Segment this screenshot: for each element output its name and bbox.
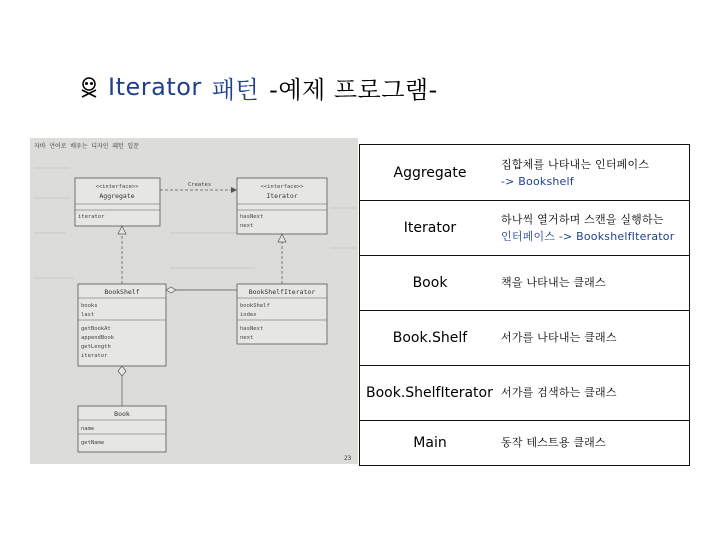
svg-text:index: index	[240, 312, 257, 318]
uml-bookshelf-box	[78, 284, 166, 366]
svg-text:BookShelf: BookShelf	[104, 288, 140, 296]
slide-title	[78, 70, 438, 104]
table-row	[360, 365, 689, 421]
uml-bookshelfiterator-box	[237, 284, 327, 344]
class-name-cell: Aggregate	[393, 164, 467, 181]
svg-text:hasNext: hasNext	[240, 214, 264, 220]
title-keyword: Iterator	[108, 73, 202, 101]
svg-text:<<interface>>: <<interface>>	[95, 184, 139, 190]
class-name-cell: Book	[412, 274, 448, 291]
scan-header-caption: 자바 언어로 배우는 디자인 패턴 입문	[34, 143, 140, 150]
table-row	[360, 255, 689, 311]
svg-text:hasNext: hasNext	[240, 326, 264, 332]
svg-text:getBookAt: getBookAt	[81, 326, 111, 332]
scan-page-number: 23	[344, 455, 352, 462]
class-desc-cell: 책을 나타내는 클래스	[501, 276, 606, 289]
uml-book-box	[78, 406, 166, 452]
svg-text:name: name	[81, 426, 95, 432]
svg-text:next: next	[240, 335, 254, 341]
svg-text:getName: getName	[81, 440, 105, 446]
svg-text:appendBook: appendBook	[81, 335, 115, 341]
svg-text:Aggregate: Aggregate	[99, 192, 135, 200]
class-desc-cell: 집합체를 나타내는 인터페이스 -> Bookshelf	[501, 157, 650, 188]
class-description-table	[359, 144, 690, 466]
class-desc-cell: 하나씩 열거하며 스캔을 실행하는 인터페이스 -> BookshelfIterator	[501, 212, 675, 243]
table-row	[360, 145, 689, 201]
svg-text:BookShelfIterator: BookShelfIterator	[248, 288, 316, 296]
svg-text:getLength: getLength	[81, 344, 111, 350]
class-name-cell: Main	[413, 434, 447, 451]
svg-text:Iterator: Iterator	[266, 192, 298, 200]
scanned-class-diagram	[30, 138, 358, 464]
class-desc-cell: 서가를 검색하는 클래스	[501, 386, 617, 399]
class-name-cell: Book.ShelfIterator	[366, 384, 493, 401]
svg-text:last: last	[81, 312, 95, 318]
skull-bullet-icon	[78, 76, 100, 98]
uml-iterator-box	[237, 178, 327, 234]
table-row	[360, 420, 689, 465]
svg-text:iterator: iterator	[78, 214, 105, 220]
class-desc-cell: 서가를 나타내는 클래스	[501, 331, 617, 344]
svg-text:iterator: iterator	[81, 353, 108, 359]
table-row	[360, 200, 689, 256]
svg-text:next: next	[240, 223, 254, 229]
class-name-cell: Book.Shelf	[392, 329, 468, 346]
title-suffix: -예제 프로그램-	[269, 75, 438, 104]
class-name-cell: Iterator	[403, 219, 457, 236]
svg-text:bookShelf: bookShelf	[240, 303, 270, 309]
svg-text:Book: Book	[114, 410, 130, 418]
svg-text:<<interface>>: <<interface>>	[260, 184, 304, 190]
class-desc-cell: 동작 테스트용 클래스	[501, 436, 606, 449]
uml-creates-label: Creates	[188, 182, 212, 188]
uml-aggregate-box	[75, 178, 160, 226]
svg-text:books: books	[81, 303, 98, 309]
title-word: 패턴	[211, 75, 260, 104]
table-row	[360, 310, 689, 366]
